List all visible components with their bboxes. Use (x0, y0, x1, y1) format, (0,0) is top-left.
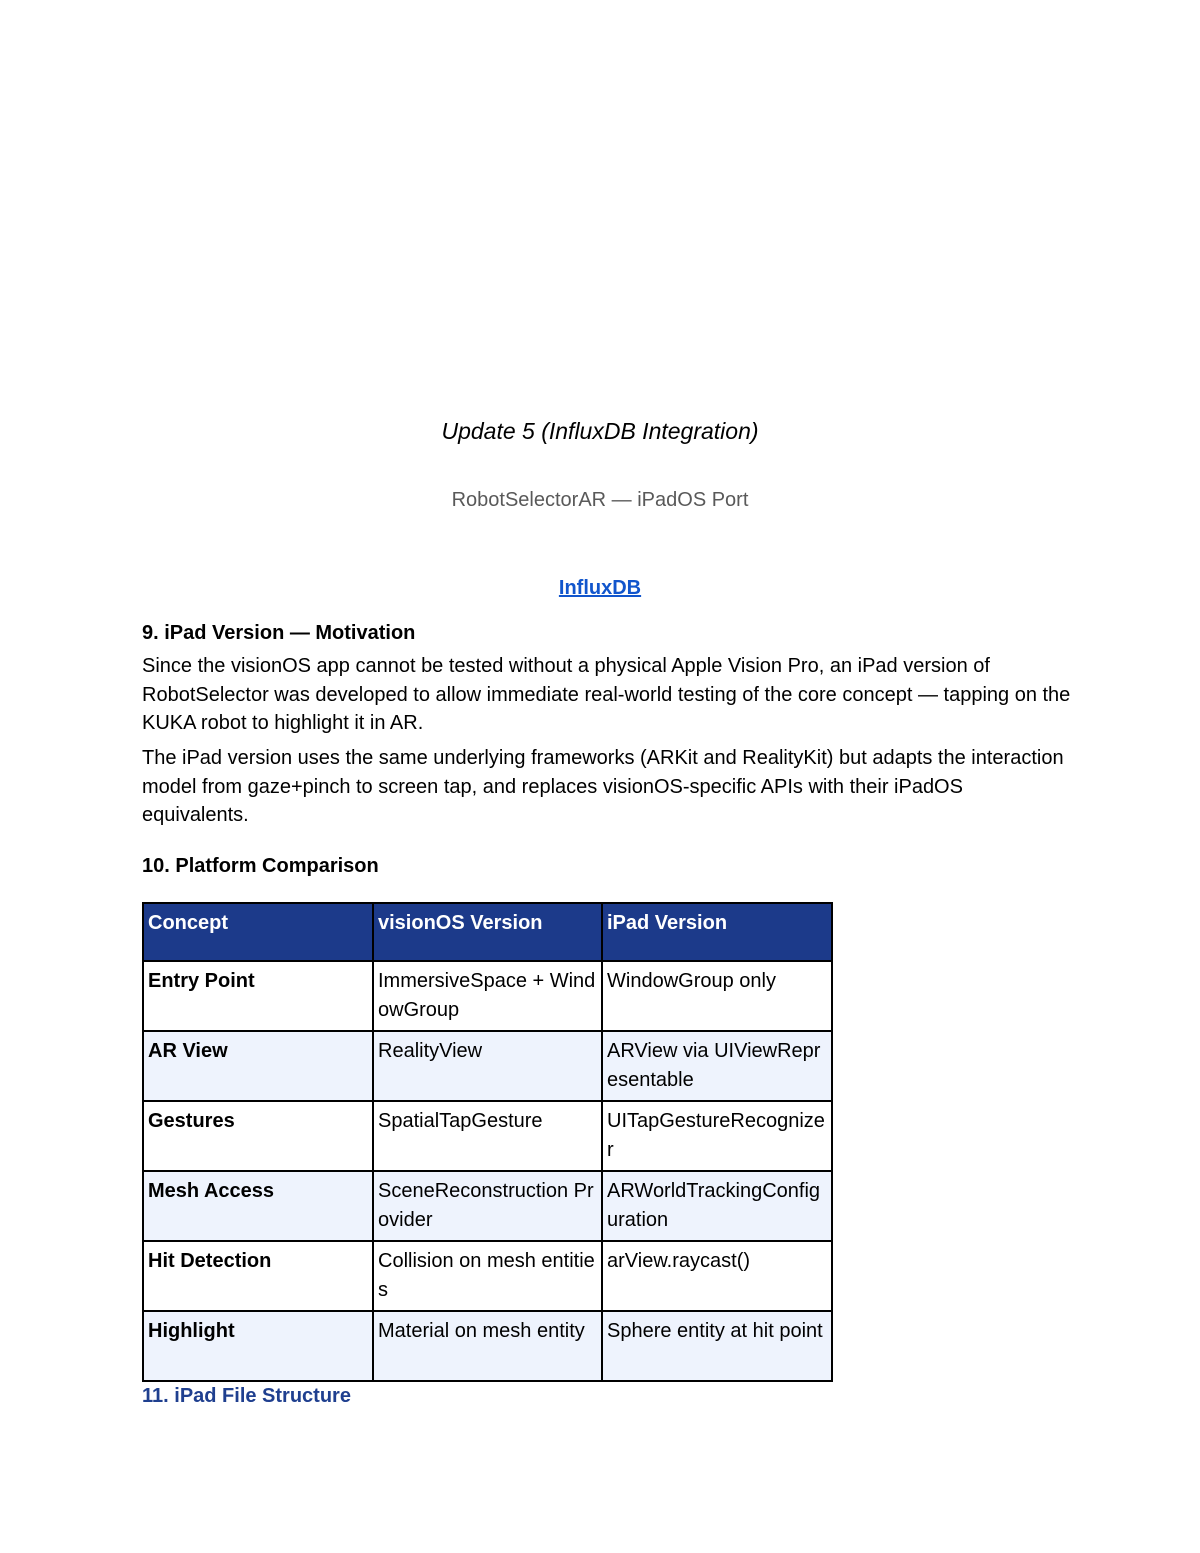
table-cell-visionos: Material on mesh entity (373, 1311, 602, 1381)
table-cell-ipad: UITapGestureRecognizer (602, 1101, 832, 1171)
table-cell-concept: Hit Detection (143, 1241, 373, 1311)
table-cell-visionos: Collision on mesh entities (373, 1241, 602, 1311)
table-cell-concept: Gestures (143, 1101, 373, 1171)
influxdb-link[interactable]: InfluxDB (558, 577, 642, 599)
table-header-cell: visionOS Version (373, 903, 602, 961)
platform-comparison-table (142, 902, 833, 1382)
table-row (143, 1311, 832, 1381)
table-row (143, 1171, 832, 1241)
section-11-heading: 11. iPad File Structure (142, 1385, 351, 1407)
table-row (143, 1241, 832, 1311)
table-cell-ipad: ARWorldTrackingConfiguration (602, 1171, 832, 1241)
section-9-heading: 9. iPad Version — Motivation (142, 622, 416, 644)
table-header-cell: Concept (143, 903, 373, 961)
table-cell-ipad: arView.raycast() (602, 1241, 832, 1311)
table-cell-ipad: Sphere entity at hit point (602, 1311, 832, 1381)
table-cell-concept: Mesh Access (143, 1171, 373, 1241)
table-cell-ipad: WindowGroup only (602, 961, 832, 1031)
document-subtitle: RobotSelectorAR — iPadOS Port (451, 489, 749, 511)
table-cell-visionos: SpatialTapGesture (373, 1101, 602, 1171)
table-header-cell: iPad Version (602, 903, 832, 961)
table-header-row (143, 903, 832, 961)
section-9-paragraph-2: The iPad version uses the same underlying frameworks (ARKit and RealityKit) but adapts the interaction model from gaze+pinch to screen tap, and replaces visionOS-specific APIs with their iPadOS equivalents. (142, 747, 1064, 827)
table-cell-ipad: ARView via UIViewRepresentable (602, 1031, 832, 1101)
table-cell-concept: Highlight (143, 1311, 373, 1381)
table-row (143, 1031, 832, 1101)
table-row (143, 961, 832, 1031)
section-9-paragraph-1: Since the visionOS app cannot be tested without a physical Apple Vision Pro, an iPad version of RobotSelector was developed to allow immediate real-world testing of the core concept — tapping on the KUKA robot to highlight it in AR. (142, 655, 1071, 735)
table-cell-visionos: RealityView (373, 1031, 602, 1101)
document-title: Update 5 (InfluxDB Integration) (441, 418, 759, 444)
table-cell-visionos: SceneReconstruction Provider (373, 1171, 602, 1241)
table-row (143, 1101, 832, 1171)
section-10-heading: 10. Platform Comparison (142, 855, 379, 877)
table-cell-visionos: ImmersiveSpace + WindowGroup (373, 961, 602, 1031)
table-cell-concept: AR View (143, 1031, 373, 1101)
table-cell-concept: Entry Point (143, 961, 373, 1031)
influxdb-link-container (0, 574, 1200, 602)
